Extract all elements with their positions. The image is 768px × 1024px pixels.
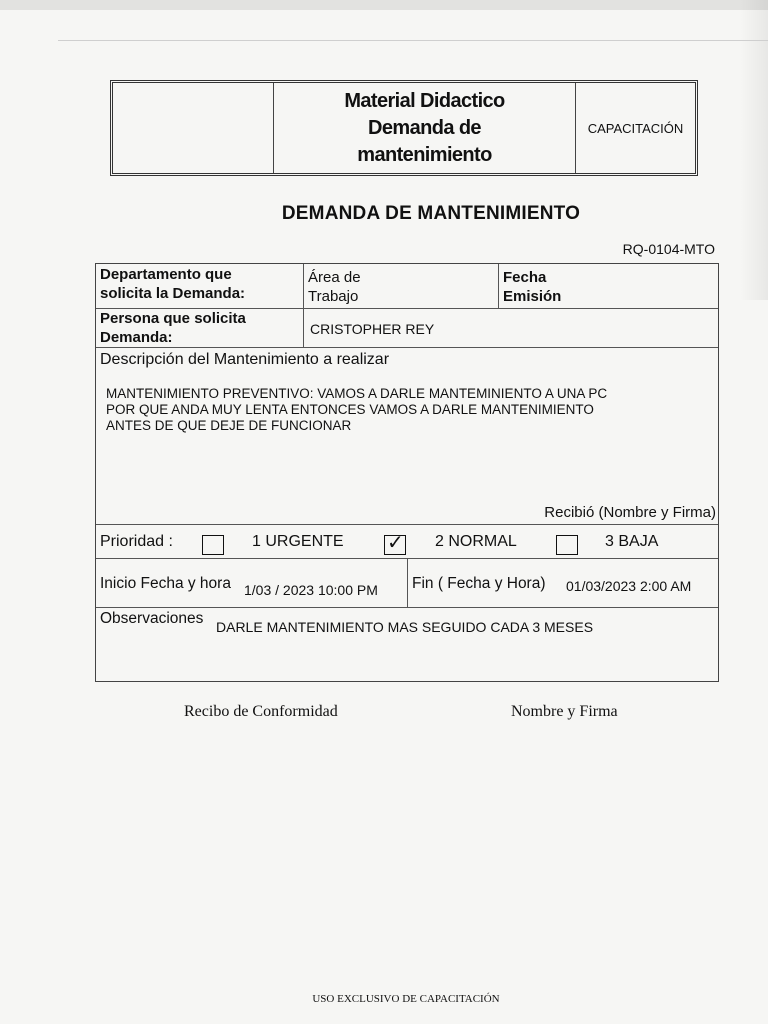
checkmark-icon: ✓ <box>387 532 404 554</box>
person-label: Persona que solicita Demanda: <box>100 310 246 346</box>
column-divider <box>303 309 304 347</box>
scan-border <box>0 0 768 10</box>
person-value: CRISTOPHER REY <box>310 321 435 337</box>
description-label: Descripción del Mantenimiento a realizar <box>100 351 390 368</box>
header-logo-cell <box>113 83 274 173</box>
priority-normal-checkbox[interactable] <box>384 532 406 555</box>
end-value: 01/03/2023 2:00 AM <box>566 578 692 594</box>
signature-receipt-label: Recibo de Conformidad <box>184 703 338 720</box>
maintenance-request-form <box>95 263 719 682</box>
received-label: Recibió (Nombre y Firma) <box>544 504 716 521</box>
document-title: DEMANDA DE MANTENIMIENTO <box>281 203 581 224</box>
priority-urgent-checkbox[interactable] <box>202 535 224 555</box>
observations-value: DARLE MANTENIMIENTO MAS SEGUIDO CADA 3 MESES <box>216 619 594 635</box>
document-header-table <box>110 80 698 176</box>
column-divider <box>407 559 408 607</box>
header-title-line: mantenimiento <box>357 143 492 166</box>
start-value: 1/03 / 2023 10:00 PM <box>244 582 378 598</box>
description-text: MANTENIMIENTO PREVENTIVO: VAMOS A DARLE MANTEMINIENTO A UNA PC POR QUE ANDA MUY LENTA ENTONCES VAMOS A DARLE MANTENIMIENTO ANTES DE QUE DEJE DE FUNCIONAR <box>106 386 608 433</box>
date-label: Fecha Emisión <box>503 269 562 305</box>
form-row-priority <box>96 525 718 559</box>
observations-label: Observaciones <box>100 610 204 627</box>
form-row-observations <box>96 608 718 683</box>
start-label: Inicio Fecha y hora <box>100 575 231 592</box>
page-footer: USO EXCLUSIVO DE CAPACITACIÓN <box>312 993 500 1005</box>
form-row-description <box>96 348 718 525</box>
priority-label: Prioridad : <box>100 533 173 550</box>
form-row-person <box>96 309 718 348</box>
header-department: CAPACITACIÓN <box>587 120 684 136</box>
header-department-cell <box>576 83 695 173</box>
department-label: Departamento que solicita la Demanda: <box>100 266 246 302</box>
priority-low-label: 3 BAJA <box>605 533 659 550</box>
page-top-line <box>58 40 768 41</box>
scan-shadow <box>740 0 768 300</box>
document-code: RQ-0104-MTO <box>622 241 715 257</box>
header-title-line: Material Didactico <box>344 89 505 112</box>
form-row-department <box>96 264 718 309</box>
signature-name-label: Nombre y Firma <box>511 703 618 720</box>
area-label: Área de Trabajo <box>308 269 361 305</box>
priority-urgent-label: 1 URGENTE <box>252 533 344 550</box>
header-title-cell <box>274 83 576 173</box>
priority-low-checkbox[interactable] <box>556 535 578 555</box>
column-divider <box>303 264 304 308</box>
priority-normal-label: 2 NORMAL <box>435 533 517 550</box>
end-label: Fin ( Fecha y Hora) <box>412 575 546 592</box>
form-row-schedule <box>96 559 718 608</box>
column-divider <box>498 264 499 308</box>
header-title-line: Demanda de <box>368 116 481 139</box>
